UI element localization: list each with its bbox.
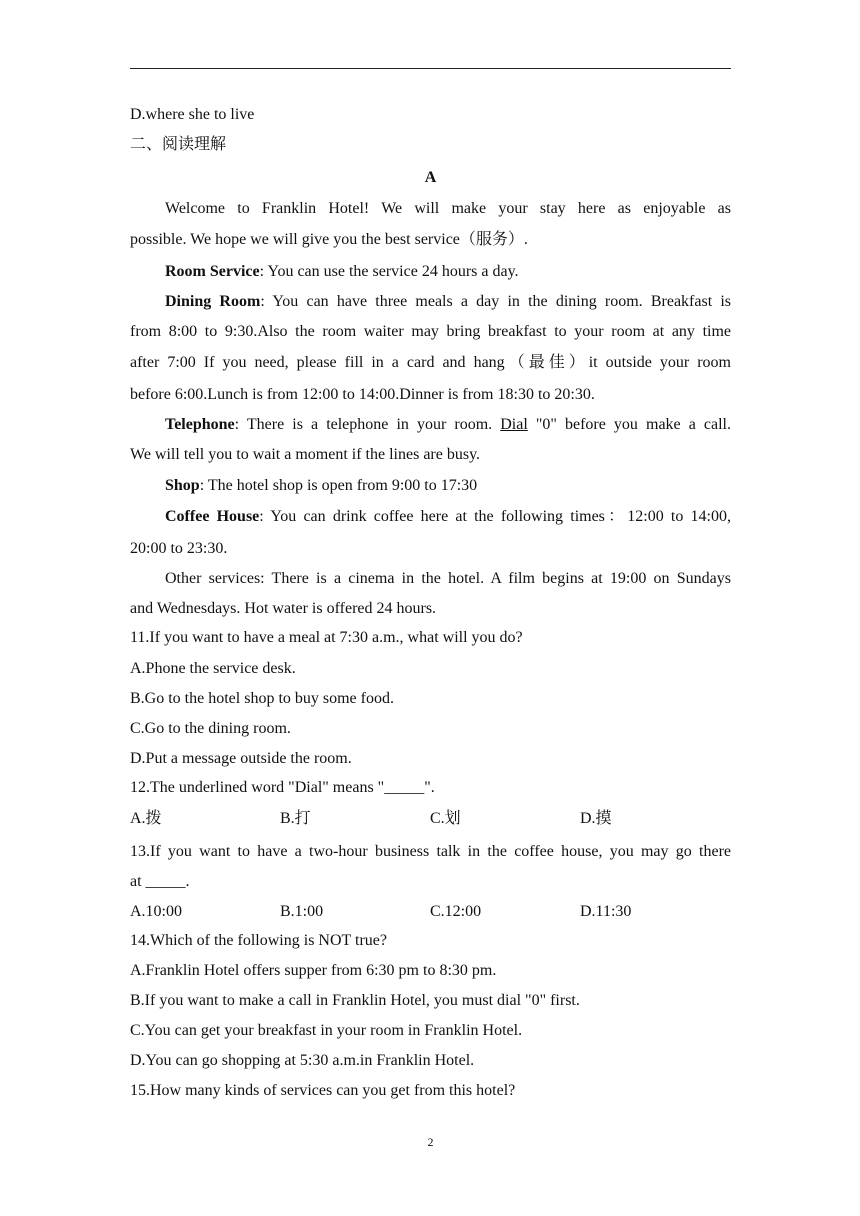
q13-option-d: D.11:30 bbox=[580, 903, 632, 920]
q12-option-b: B.打 bbox=[280, 810, 311, 827]
room-service-paragraph bbox=[165, 262, 519, 282]
underlined-word-dial: Dial bbox=[500, 416, 528, 433]
dining-line-2: from 8:00 to 9:30.Also the room waiter may bring breakfast to your room at any time bbox=[130, 323, 731, 340]
dining-text-1: : You can have three meals a day in the dining room. Breakfast is bbox=[260, 293, 732, 310]
coffee-text-1: : You can drink coffee here at the following times：12:00 to 14:00, bbox=[259, 508, 731, 525]
coffee-line-1 bbox=[165, 507, 731, 527]
q14-option-b: B.If you want to make a call in Franklin Hotel, you must dial "0" first. bbox=[130, 992, 580, 1009]
q13-option-c: C.12:00 bbox=[430, 903, 482, 920]
other-line-1: Other services: There is a cinema in the hotel. A film begins at 19:00 on Sundays bbox=[165, 570, 731, 587]
q14-option-d: D.You can go shopping at 5:30 a.m.in Franklin Hotel. bbox=[130, 1052, 475, 1069]
telephone-text-b: "0" before you make a call. bbox=[527, 416, 731, 433]
passage-title: A bbox=[424, 169, 437, 186]
q15-stem: 15.How many kinds of services can you get from this hotel? bbox=[130, 1082, 516, 1099]
q11-option-c: C.Go to the dining room. bbox=[130, 720, 291, 737]
telephone-line-2: We will tell you to wait a moment if the lines are busy. bbox=[130, 446, 481, 463]
dining-line-3: after 7:00 If you need, please fill in a card and hang（最佳）it outside your room bbox=[130, 354, 731, 371]
shop-paragraph bbox=[165, 476, 477, 496]
intro-line-2: possible. We hope we will give you the best service（服务）. bbox=[130, 231, 528, 248]
q12-option-c: C.划 bbox=[430, 810, 461, 827]
q13-stem-line-1: 13.If you want to have a two-hour business talk in the coffee house, you may go there bbox=[130, 843, 731, 860]
q13-option-a: A.10:00 bbox=[130, 903, 182, 920]
room-service-text: : You can use the service 24 hours a day. bbox=[259, 263, 519, 280]
q11-stem: 11.If you want to have a meal at 7:30 a.m., what will you do? bbox=[130, 629, 523, 646]
section-heading: 二、阅读理解 bbox=[130, 136, 227, 153]
dining-line-4: before 6:00.Lunch is from 12:00 to 14:00.Dinner is from 18:30 to 20:30. bbox=[130, 386, 595, 403]
page-number: 2 bbox=[427, 1135, 434, 1149]
q12-option-d: D.摸 bbox=[580, 810, 612, 827]
q11-option-a: A.Phone the service desk. bbox=[130, 660, 296, 677]
coffee-line-2: 20:00 to 23:30. bbox=[130, 540, 228, 557]
q14-option-c: C.You can get your breakfast in your room in Franklin Hotel. bbox=[130, 1022, 523, 1039]
q11-option-d: D.Put a message outside the room. bbox=[130, 750, 352, 767]
shop-label: Shop bbox=[165, 477, 200, 494]
dining-label: Dining Room bbox=[165, 293, 261, 310]
header-rule bbox=[130, 68, 731, 69]
q14-option-a: A.Franklin Hotel offers supper from 6:30 pm to 8:30 pm. bbox=[130, 962, 497, 979]
prev-option-d: D.where she to live bbox=[130, 106, 255, 123]
telephone-label: Telephone bbox=[165, 416, 235, 433]
other-line-2: and Wednesdays. Hot water is offered 24 hours. bbox=[130, 600, 437, 617]
q14-stem: 14.Which of the following is NOT true? bbox=[130, 932, 387, 949]
telephone-line-1 bbox=[165, 415, 731, 435]
q13-option-b: B.1:00 bbox=[280, 903, 324, 920]
q12-option-a: A.拨 bbox=[130, 810, 162, 827]
room-service-label: Room Service bbox=[165, 263, 260, 280]
q13-stem-line-2: at _____. bbox=[130, 873, 190, 890]
intro-line-1: Welcome to Franklin Hotel! We will make your stay here as enjoyable as bbox=[165, 200, 731, 217]
telephone-text-a: : There is a telephone in your room. bbox=[234, 416, 501, 433]
coffee-label: Coffee House bbox=[165, 508, 260, 525]
q12-stem: 12.The underlined word "Dial" means "_____". bbox=[130, 779, 435, 796]
dining-line-1 bbox=[165, 292, 731, 312]
shop-text: : The hotel shop is open from 9:00 to 17:30 bbox=[199, 477, 478, 494]
q11-option-b: B.Go to the hotel shop to buy some food. bbox=[130, 690, 394, 707]
